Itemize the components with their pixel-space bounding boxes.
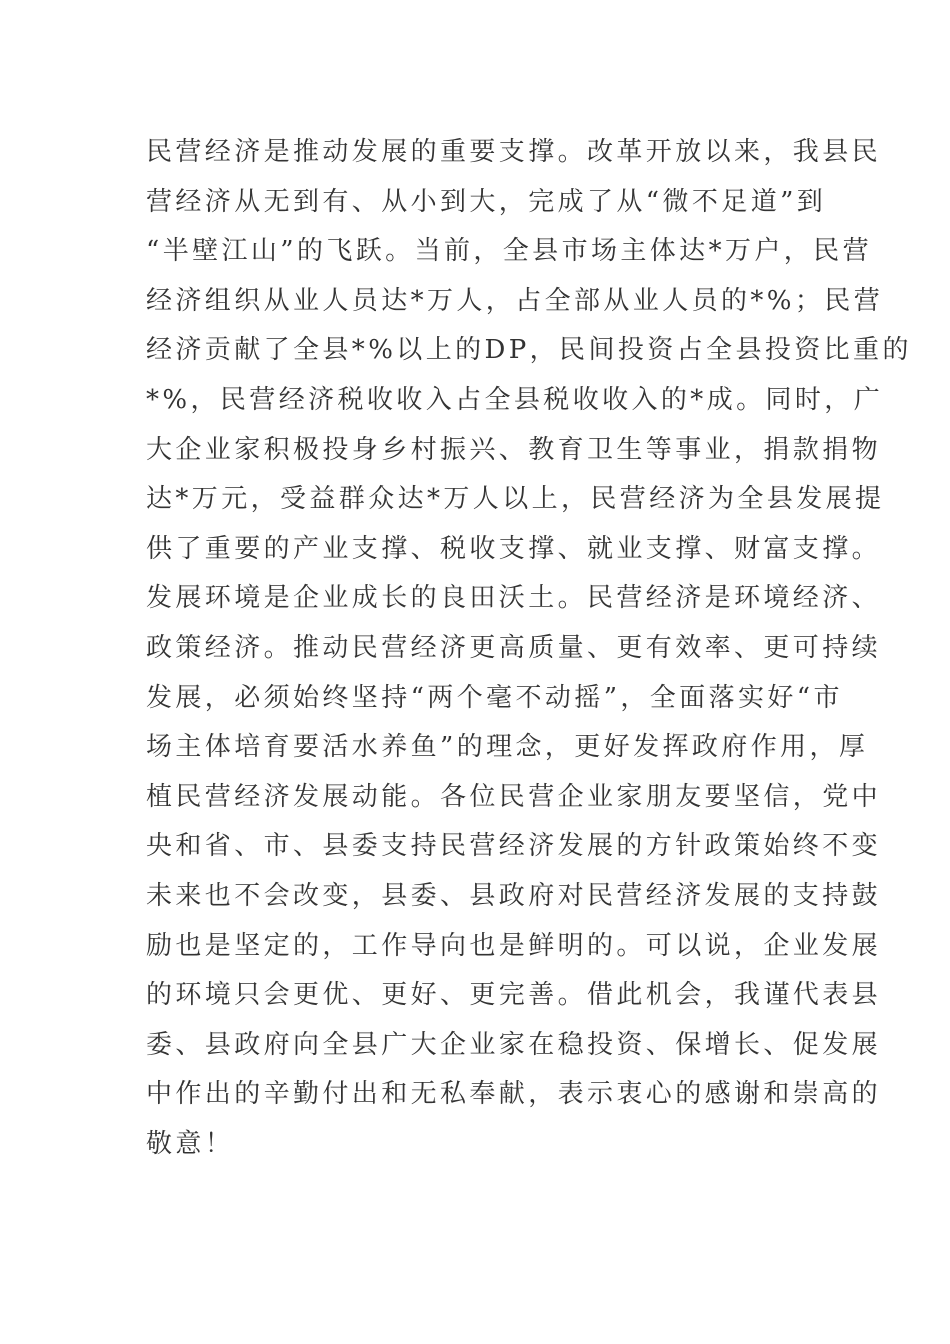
text-line: 央和省、市、县委支持民营经济发展的方针政策始终不变 bbox=[146, 831, 882, 862]
text-line: “半壁江山”的飞跃。当前，全县市场主体达*万户，民营 bbox=[146, 236, 872, 267]
text-line: 达*万元，受益群众达*万人以上，民营经济为全县发展提 bbox=[146, 484, 885, 515]
text-line: 植民营经济发展动能。各位民营企业家朋友要坚信，党中 bbox=[146, 781, 882, 812]
text-line: 发展，必须始终坚持“两个毫不动摇”，全面落实好“市 bbox=[146, 682, 843, 713]
text-line: 政策经济。推动民营经济更高质量、更有效率、更可持续 bbox=[146, 632, 882, 663]
text-line: 经济组织从业人员达*万人，占全部从业人员的*%；民营 bbox=[146, 285, 884, 316]
text-line: 发展环境是企业成长的良田沃土。民营经济是环境经济、 bbox=[146, 583, 882, 614]
text-line: 的环境只会更优、更好、更完善。借此机会，我谨代表县 bbox=[146, 980, 882, 1011]
body-text bbox=[146, 128, 912, 1169]
text-line: 经济贡献了全县*%以上的DP，民间投资占全县投资比重的 bbox=[146, 335, 912, 366]
text-line: 场主体培育要活水养鱼”的理念，更好发挥政府作用，厚 bbox=[146, 732, 869, 763]
text-line: 未来也不会改变，县委、县政府对民营经济发展的支持鼓 bbox=[146, 880, 882, 911]
text-line: 大企业家积极投身乡村振兴、教育卫生等事业，捐款捐物 bbox=[146, 434, 882, 465]
text-line: 民营经济是推动发展的重要支撑。改革开放以来，我县民 bbox=[146, 137, 882, 167]
text-line: 中作出的辛勤付出和无私奉献，表示衷心的感谢和崇高的 bbox=[146, 1079, 882, 1110]
text-line: 营经济从无到有、从小到大，完成了从“微不足道”到 bbox=[146, 186, 827, 217]
text-line: 委、县政府向全县广大企业家在稳投资、保增长、促发展 bbox=[146, 1029, 882, 1060]
text-line: 供了重要的产业支撑、税收支撑、就业支撑、财富支撑。 bbox=[146, 533, 882, 564]
text-line: *%，民营经济税收收入占全县税收收入的*成。同时，广 bbox=[146, 384, 884, 415]
text-line: 敬意！ bbox=[146, 1128, 235, 1159]
text-line: 励也是坚定的，工作导向也是鲜明的。可以说，企业发展 bbox=[146, 930, 882, 961]
